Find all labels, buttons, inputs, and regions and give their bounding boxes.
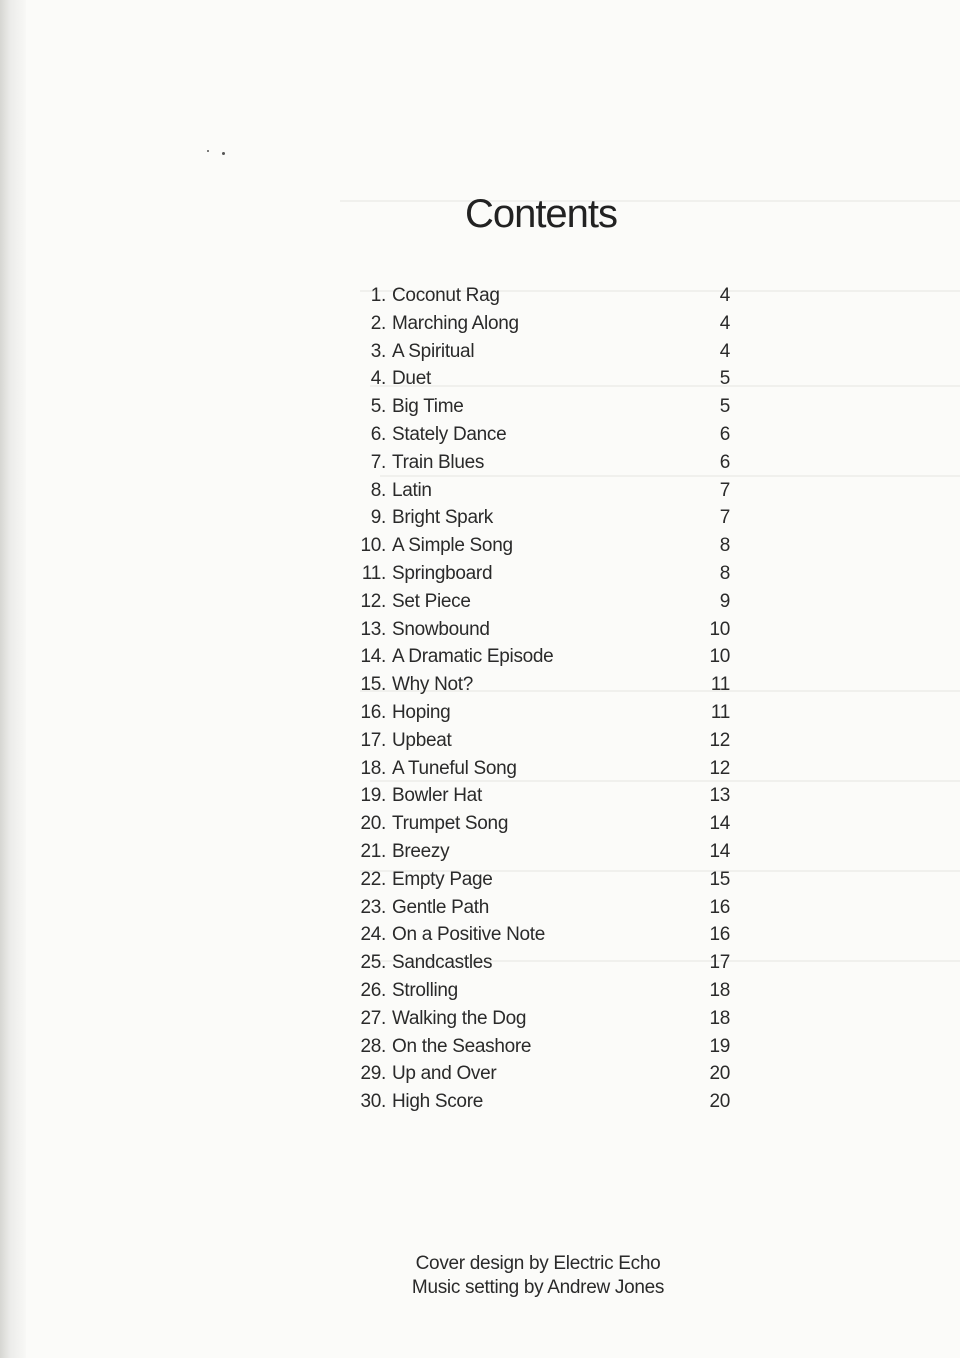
toc-entry-label [358,285,500,307]
toc-entry-label [358,507,493,529]
toc-entry-number: 3. [370,340,386,362]
toc-entry-number: 16. [360,701,386,723]
toc-entry [358,341,730,369]
toc-entry-number: 1. [370,285,386,306]
toc-entry-title: Breezy [392,840,450,862]
toc-entry-title: Empty Page [392,868,493,890]
toc-entry-title: A Dramatic Episode [392,646,554,668]
toc-entry-title: Sandcastles [392,952,493,974]
toc-entry-title: A Tuneful Song [392,757,517,779]
toc-entry-page: 5 [719,368,730,390]
toc-entry-number: 28. [360,1035,386,1057]
toc-entry-number: 20. [360,813,386,835]
toc-entry-label [358,980,458,1002]
toc-entry [358,980,730,1008]
toc-entry-number: 5. [370,396,386,418]
toc-entry [358,424,730,452]
toc-entry-page: 13 [709,785,730,807]
toc-entry-title: On a Positive Note [392,924,546,946]
toc-entry [358,1036,730,1064]
toc-entry-number: 14. [360,646,386,668]
toc-entry-number: 12. [360,590,386,612]
toc-entry-label [358,480,432,502]
toc-entry-label [358,952,492,974]
toc-entry-page: 10 [709,618,730,640]
toc-entry-number: 8. [370,479,386,501]
toc-entry-label [358,341,474,363]
credits [400,1252,676,1300]
toc-entry-page: 19 [709,1035,730,1057]
toc-entry-title: On the Seashore [392,1035,532,1057]
toc-entry [358,924,730,952]
toc-entry-number: 29. [360,1063,386,1085]
toc-entry-number: 4. [370,368,386,390]
toc-entry-page: 5 [719,396,730,418]
toc-entry-label [358,563,492,585]
toc-entry-title: Big Time [392,396,464,418]
toc-entry-page: 12 [709,757,730,779]
toc-entry-label [358,702,450,724]
toc-entry-page: 20 [709,1091,730,1113]
toc-entry [358,563,730,591]
toc-entry-page: 7 [719,507,730,529]
toc-entry-title: Strolling [392,979,458,1001]
toc-entry-number: 11. [361,562,386,584]
toc-entry-title: Walking the Dog [392,1007,527,1029]
cover-credit: Cover design by Electric Echo [415,1253,661,1274]
toc-entry-page: 7 [719,479,730,501]
toc-entry-title: A Simple Song [392,535,513,557]
toc-entry-number: 25. [360,952,386,974]
toc-entry-number: 13. [360,618,386,640]
page-title: Contents [464,192,618,236]
toc-entry [358,619,730,647]
toc-entry-label [358,1091,483,1113]
toc-entry-title: Marching Along [392,312,519,334]
toc-entry-title: Gentle Path [392,896,490,918]
toc-entry-page: 6 [719,451,730,473]
print-speck [222,152,225,155]
toc-entry-number: 15. [360,674,386,696]
toc-entry-label [358,924,545,946]
toc-entry-page: 17 [709,952,730,974]
toc-entry [358,1063,730,1091]
toc-entry-title: Set Piece [392,590,471,612]
toc-entry-title: Latin [392,479,432,501]
toc-entry-label [358,897,489,919]
toc-entry-label [358,841,449,863]
toc-entry-number: 17. [360,729,386,751]
toc-entry-page: 14 [709,813,730,835]
toc-entry-label [358,619,490,641]
toc-entry [358,952,730,980]
toc-entry-title: A Spiritual [392,340,475,362]
toc-entry [358,535,730,563]
toc-entry-title: Why Not? [392,674,474,696]
toc-entry-label [358,313,519,335]
print-speck [207,150,209,152]
toc-entry-title: Coconut Rag [392,285,500,306]
toc-entry-label [358,396,464,418]
toc-entry-title: Bright Spark [392,507,493,529]
toc-entry [358,785,730,813]
toc-entry [358,869,730,897]
toc-entry-number: 19. [360,785,386,807]
toc-entry [358,1008,730,1036]
toc-entry-page: 6 [719,423,730,445]
toc-entry-label [358,424,506,446]
toc-entry [358,507,730,535]
toc-entry-page: 8 [719,562,730,584]
toc-entry-number: 18. [360,757,386,779]
toc-entry-label [358,591,471,613]
toc-entry-title: Stately Dance [392,423,507,445]
toc-entry-page: 10 [709,646,730,668]
music-credit: Music setting by Andrew Jones [411,1277,665,1298]
toc-entry [358,480,730,508]
toc-entry [358,646,730,674]
toc-entry-number: 27. [360,1007,386,1029]
toc-entry-number: 21. [360,840,386,862]
contents-list [358,285,730,1119]
toc-entry-number: 7. [370,451,386,473]
toc-entry-number: 30. [360,1091,386,1113]
toc-entry-title: Upbeat [392,729,452,751]
toc-entry-page: 20 [709,1063,730,1085]
toc-entry-number: 24. [360,924,386,946]
toc-entry-label [358,1063,496,1085]
toc-entry-number: 26. [360,979,386,1001]
toc-entry [358,730,730,758]
toc-entry-title: Bowler Hat [392,785,482,807]
toc-entry [358,702,730,730]
toc-entry-page: 9 [719,590,730,612]
toc-entry-number: 10. [360,535,386,557]
toc-entry [358,897,730,925]
toc-entry [358,674,730,702]
toc-entry [358,1091,730,1119]
toc-entry [358,591,730,619]
toc-entry-page: 18 [709,979,730,1001]
toc-entry-label [358,1036,531,1058]
toc-entry-number: 2. [370,312,386,334]
toc-entry-title: Up and Over [392,1063,497,1085]
toc-entry-page: 14 [709,840,730,862]
toc-entry-label [358,758,517,780]
toc-entry-page: 11 [710,701,730,723]
toc-entry-number: 6. [370,423,386,445]
toc-entry-number: 9. [370,507,386,529]
toc-entry [358,396,730,424]
toc-entry [358,452,730,480]
toc-entry-page: 4 [719,285,730,306]
toc-entry-label [358,674,473,696]
toc-entry-label [358,1008,526,1030]
toc-entry-number: 22. [360,868,386,890]
toc-entry-label [358,368,431,390]
toc-entry-page: 8 [719,535,730,557]
toc-entry [358,841,730,869]
toc-entry-page: 15 [709,868,730,890]
toc-entry [358,758,730,786]
toc-entry [358,285,730,313]
toc-entry-label [358,535,513,557]
toc-entry-page: 4 [719,312,730,334]
toc-entry-title: Duet [392,368,431,390]
toc-entry-page: 16 [709,896,730,918]
toc-entry [358,368,730,396]
toc-entry-title: Trumpet Song [392,813,509,835]
toc-entry-title: Hoping [392,701,451,723]
toc-entry-label [358,813,508,835]
toc-entry-page: 4 [719,340,730,362]
toc-entry-label [358,869,493,891]
toc-entry-label [358,646,553,668]
toc-entry [358,813,730,841]
toc-entry-title: High Score [392,1091,483,1113]
toc-entry-label [358,730,451,752]
toc-entry-title: Train Blues [392,451,485,473]
toc-entry-page: 16 [709,924,730,946]
toc-entry-title: Springboard [392,562,493,584]
toc-entry [358,313,730,341]
toc-entry-label [358,785,482,807]
toc-entry-page: 12 [709,729,730,751]
toc-entry-page: 11 [710,674,730,696]
toc-entry-number: 23. [360,896,386,918]
toc-entry-page: 18 [709,1007,730,1029]
toc-entry-title: Snowbound [392,618,490,640]
toc-entry-label [358,452,484,474]
